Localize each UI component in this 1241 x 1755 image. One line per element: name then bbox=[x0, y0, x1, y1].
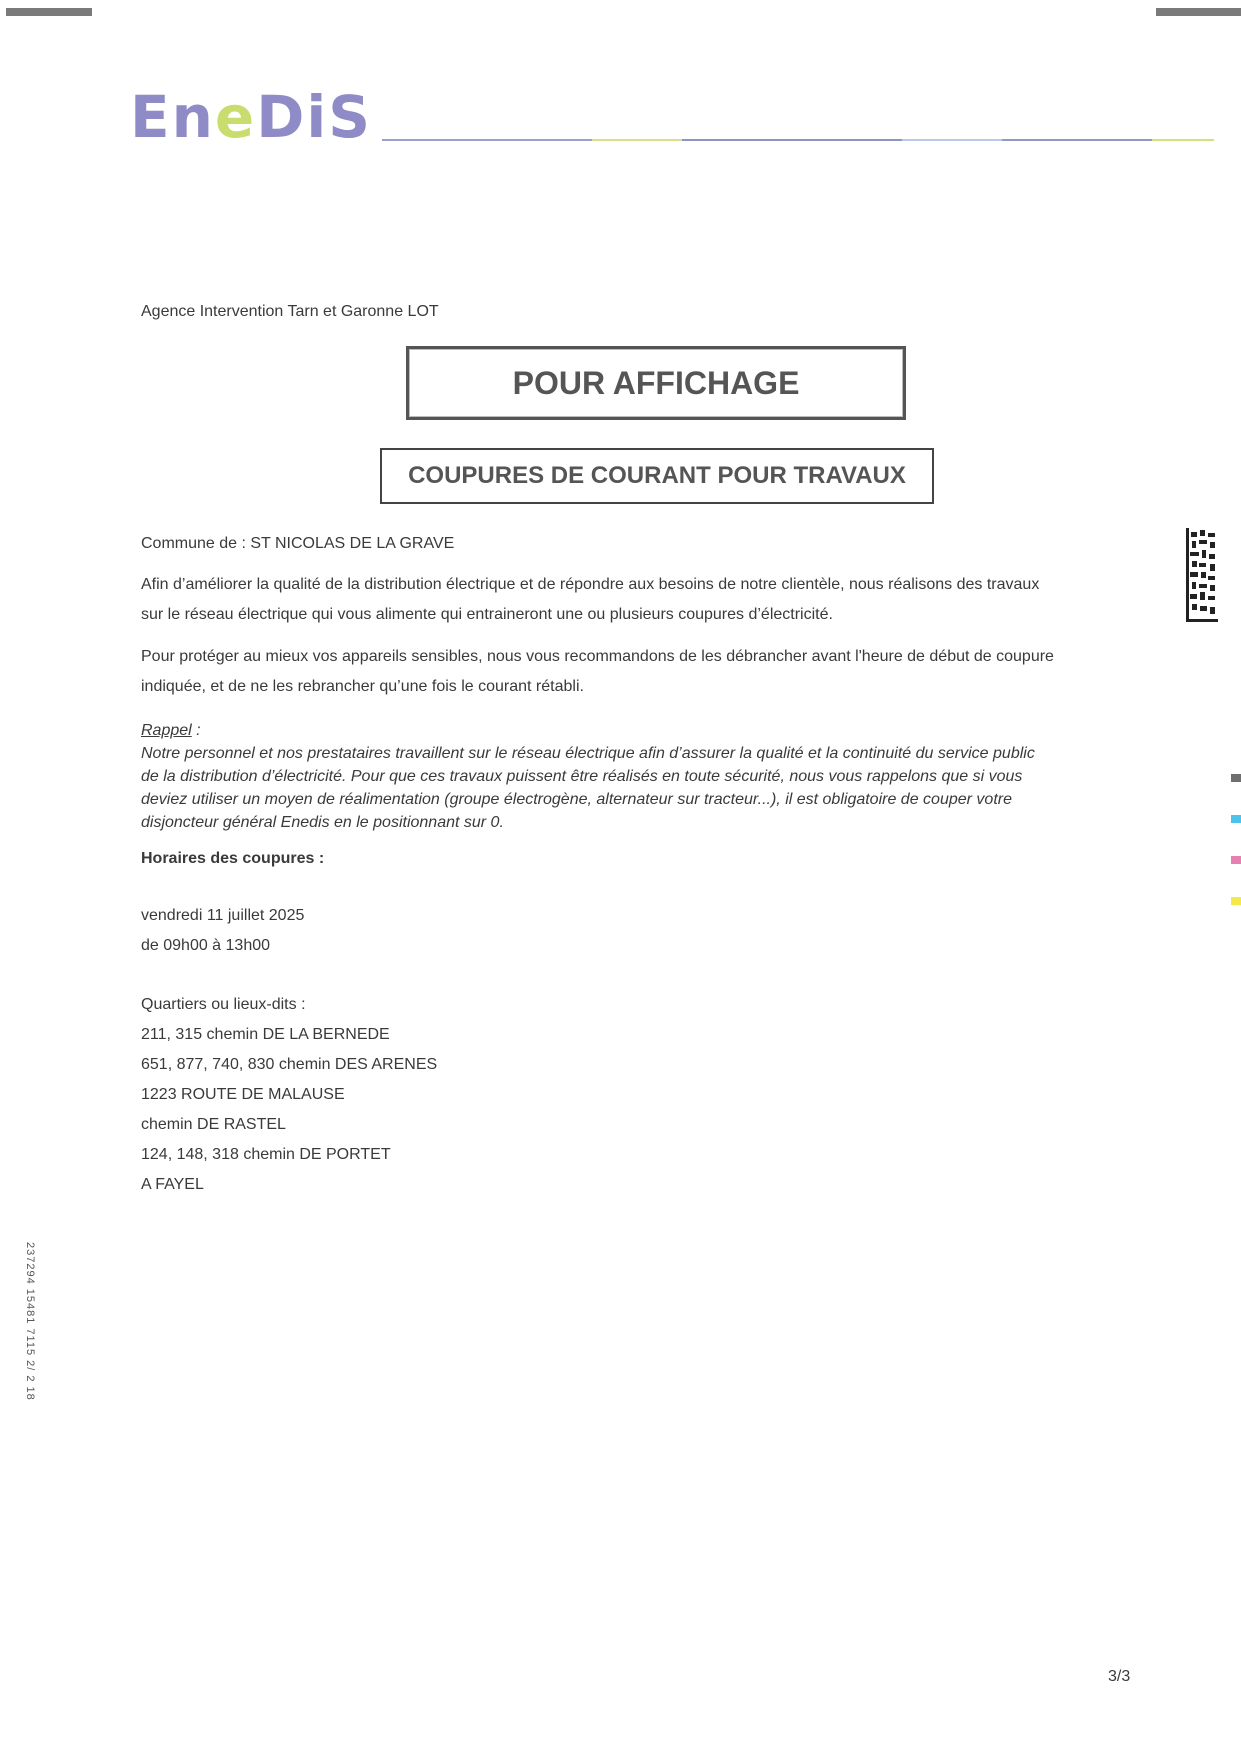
rappel-label: Rappel bbox=[141, 722, 192, 739]
schedule-block bbox=[141, 901, 1141, 961]
enedis-logo: EneDiS bbox=[130, 83, 373, 151]
protect-paragraph bbox=[141, 642, 1141, 702]
place-item: 124, 148, 318 chemin DE PORTET bbox=[141, 1146, 391, 1163]
scan-mark-left bbox=[6, 8, 92, 16]
schedule-heading: Horaires des coupures : bbox=[141, 850, 325, 867]
schedule-time: de 09h00 à 13h00 bbox=[141, 937, 271, 954]
rappel-line: Notre personnel et nos prestataires travaillent sur le réseau électrique afin d’assurer la qualité et la continuité du service public bbox=[141, 745, 1035, 762]
places-block bbox=[141, 990, 1141, 1200]
page-title: POUR AFFICHAGE bbox=[512, 364, 800, 401]
intro-paragraph bbox=[141, 570, 1141, 630]
rappel-line: disjoncteur général Enedis en le positionnant sur 0. bbox=[141, 814, 504, 831]
place-item: chemin DE RASTEL bbox=[141, 1116, 286, 1133]
protect-line: Pour protéger au mieux vos appareils sensibles, nous vous recommandons de les débrancher avant l'heure de début de coupure bbox=[141, 648, 1054, 665]
scan-mark-right bbox=[1156, 8, 1241, 16]
logo-underline bbox=[382, 139, 1214, 141]
intro-line: Afin d’améliorer la qualité de la distribution électrique et de répondre aux besoins de notre clientèle, nous réalisons des travaux bbox=[141, 576, 1040, 593]
rappel-line: de la distribution d’électricité. Pour que ces travaux puissent être réalisés en toute sécurité, nous vous rappelons que si vous bbox=[141, 768, 1023, 785]
registration-mark-yellow bbox=[1231, 897, 1241, 905]
places-heading: Quartiers ou lieux-dits : bbox=[141, 996, 306, 1013]
schedule-date: vendredi 11 juillet 2025 bbox=[141, 907, 305, 924]
subtitle-box bbox=[380, 448, 934, 504]
rappel-heading bbox=[141, 719, 1141, 742]
rappel-line: deviez utiliser un moyen de réalimentation (groupe électrogène, alternateur sur tracteur...), il est obligatoire de couper votre bbox=[141, 791, 1012, 808]
place-item: 1223 ROUTE DE MALAUSE bbox=[141, 1086, 345, 1103]
rappel-colon: : bbox=[191, 722, 201, 739]
page-number: 3/3 bbox=[1108, 1668, 1131, 1685]
registration-mark-magenta bbox=[1231, 856, 1241, 864]
datamatrix-code-icon bbox=[1186, 528, 1218, 622]
page-subtitle: COUPURES DE COURANT POUR TRAVAUX bbox=[408, 462, 906, 489]
place-item: 211, 315 chemin DE LA BERNEDE bbox=[141, 1026, 390, 1043]
place-item: A FAYEL bbox=[141, 1176, 204, 1193]
title-box bbox=[406, 346, 906, 420]
protect-line: indiquée, et de ne les rebrancher qu’une fois le courant rétabli. bbox=[141, 678, 584, 695]
side-print-code: 237294 15481 7115 2/ 2 18 bbox=[24, 1242, 36, 1401]
place-item: 651, 877, 740, 830 chemin DES ARENES bbox=[141, 1056, 438, 1073]
intro-line: sur le réseau électrique qui vous alimente qui entraineront une ou plusieurs coupures d’électricité. bbox=[141, 606, 833, 623]
agency-name: Agence Intervention Tarn et Garonne LOT bbox=[141, 303, 439, 320]
registration-mark-cyan bbox=[1231, 815, 1241, 823]
commune: Commune de : ST NICOLAS DE LA GRAVE bbox=[141, 535, 455, 552]
registration-mark-gray bbox=[1231, 774, 1241, 782]
rappel-paragraph bbox=[141, 719, 1141, 834]
